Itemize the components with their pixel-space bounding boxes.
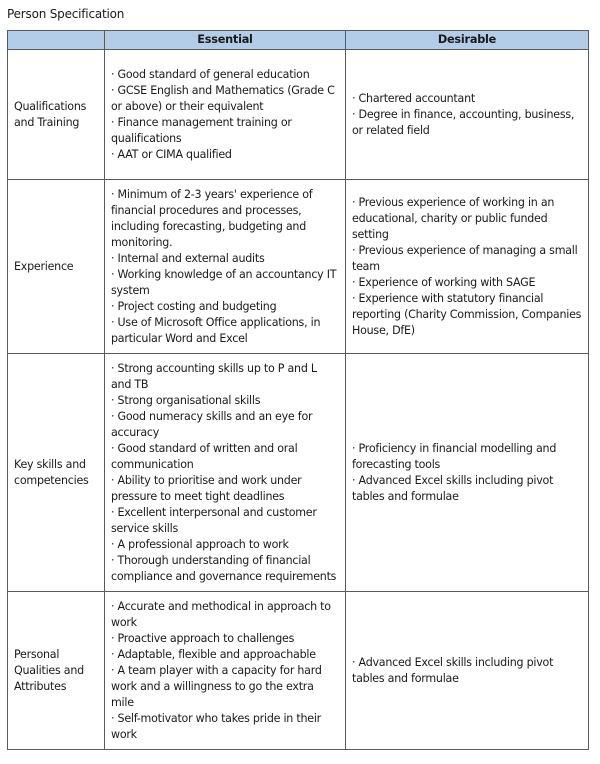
row-label: Experience xyxy=(8,180,105,354)
list-item: · GCSE English and Mathematics (Grade C or above) or their equivalent xyxy=(111,83,335,113)
list-item: · Project costing and budgeting xyxy=(111,299,277,313)
row-label: Key skills and competencies xyxy=(8,354,105,592)
list-item: · Thorough understanding of financial compliance and governance requirements xyxy=(111,553,337,583)
list-item: · Internal and external audits xyxy=(111,251,265,265)
list-item: · Excellent interpersonal and customer service skills xyxy=(111,505,317,535)
list-item: · Experience of working with SAGE xyxy=(352,275,536,289)
list-item: · Strong accounting skills up to P and L and TB xyxy=(111,361,317,391)
list-item: · Good numeracy skills and an eye for accuracy xyxy=(111,409,313,439)
list-item: · Advanced Excel skills including pivot tables and formulae xyxy=(352,473,554,503)
list-item: · Experience with statutory financial reporting (Charity Commission, Companies House, DfE) xyxy=(352,291,582,337)
list-item: · Proactive approach to challenges xyxy=(111,631,295,645)
list-item: · Self-motivator who takes pride in their work xyxy=(111,711,321,741)
list-item: · Strong organisational skills xyxy=(111,393,261,407)
essential-cell xyxy=(105,50,346,180)
page-title: Person Specification xyxy=(7,7,125,21)
list-item: · Accurate and methodical in approach to work xyxy=(111,599,331,629)
list-item: · Previous experience of managing a small team xyxy=(352,243,578,273)
header-blank-cell xyxy=(8,31,105,50)
list-item: · Finance management training or qualifications xyxy=(111,115,292,145)
row-label: Personal Qualities and Attributes xyxy=(8,592,105,750)
table-row xyxy=(8,592,589,750)
essential-cell xyxy=(105,180,346,354)
desirable-cell xyxy=(346,50,589,180)
desirable-cell xyxy=(346,354,589,592)
desirable-cell xyxy=(346,592,589,750)
essential-cell xyxy=(105,354,346,592)
list-item: · Previous experience of working in an educational, charity or public funded setting xyxy=(352,195,555,241)
table-header-row xyxy=(8,31,589,50)
list-item: · Working knowledge of an accountancy IT system xyxy=(111,267,337,297)
list-item: · Ability to prioritise and work under pressure to meet tight deadlines xyxy=(111,473,302,503)
list-item: · A team player with a capacity for hard work and a willingness to go the extra mile xyxy=(111,663,322,709)
table-row xyxy=(8,354,589,592)
list-item: · Adaptable, flexible and approachable xyxy=(111,647,316,661)
header-essential: Essential xyxy=(105,31,346,50)
list-item: · Advanced Excel skills including pivot tables and formulae xyxy=(352,655,554,685)
desirable-cell xyxy=(346,180,589,354)
list-item: · Proficiency in financial modelling and forecasting tools xyxy=(352,441,557,471)
list-item: · Good standard of written and oral communication xyxy=(111,441,298,471)
header-desirable: Desirable xyxy=(346,31,589,50)
list-item: · Chartered accountant xyxy=(352,91,475,105)
essential-cell xyxy=(105,592,346,750)
list-item: · AAT or CIMA qualified xyxy=(111,147,232,161)
list-item: · Degree in finance, accounting, business, or related field xyxy=(352,107,575,137)
list-item: · A professional approach to work xyxy=(111,537,289,551)
list-item: · Good standard of general education xyxy=(111,67,310,81)
row-label: Qualifications and Training xyxy=(8,50,105,180)
table-row xyxy=(8,50,589,180)
person-specification-table xyxy=(7,30,589,750)
list-item: · Minimum of 2-3 years' experience of financial procedures and processes, including forecasting, budgeting and monitoring. xyxy=(111,187,313,249)
table-row xyxy=(8,180,589,354)
list-item: · Use of Microsoft Office applications, in particular Word and Excel xyxy=(111,315,321,345)
